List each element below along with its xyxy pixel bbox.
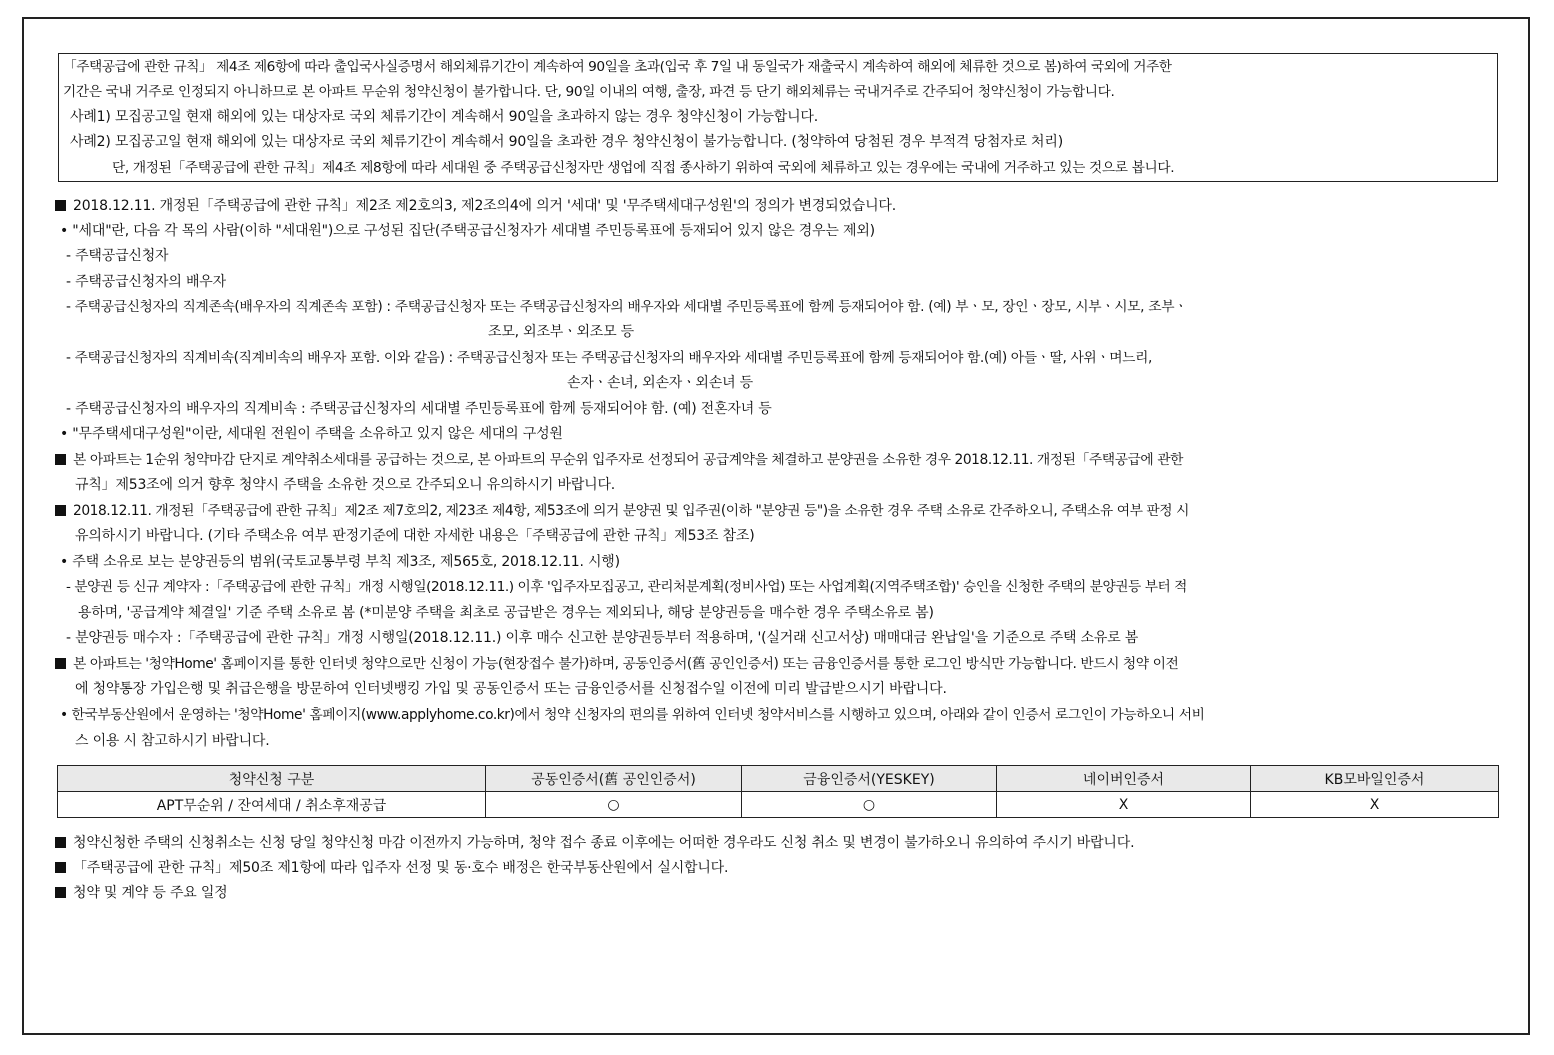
dash-item-continuation: 용하며, '공급계약 체결일' 기준 주택 소유로 봄 (*미분양 주택을 최초로 공급받은 경우는 제외되나, 해당 분양권등을 매수한 경우 주택소유로 봄): [78, 605, 934, 621]
notice-line: 단, 개정된「주택공급에 관한 규칙」제4조 제8항에 따라 세대원 중 주택공급신청자만 생업에 직접 종사하기 위하여 국외에 체류하고 있는 경우에는 국내에 거주하고 있는 것으로 봅니다.: [112, 160, 1175, 176]
section-text: 2018.12.11. 개정된「주택공급에 관한 규칙」제2조 제2호의3, 제2조의4에 의거 '세대' 및 '무주택세대구성원'의 정의가 변경되었습니다.: [73, 198, 896, 214]
bullet-item: • "세대"란, 다음 각 목의 사람(이하 "세대원")으로 구성된 집단(주택공급신청자가 세대별 주민등록표에 등재되어 있지 않은 경우는 제외): [60, 223, 875, 239]
dash-item-continuation: 손자ㆍ손녀, 외손자ㆍ외손녀 등: [567, 375, 753, 391]
dash-item: - 주택공급신청자의 배우자의 직계비속 : 주택공급신청자의 세대별 주민등록표에 함께 등재되어야 함. (예) 전혼자녀 등: [66, 401, 772, 417]
section-text: 2018.12.11. 개정된「주택공급에 관한 규칙」제2조 제7호의2, 제23조 제4항, 제53조에 의거 분양권 및 입주권(이하 "분양권 등")을 소유한 경우 주택 소유로 간주하오니, 주택소유 여부 판정 시: [73, 503, 1189, 519]
section-text: 본 아파트는 1순위 청약마감 단지로 계약취소세대를 공급하는 것으로, 본 아파트의 무순위 입주자로 선정되어 공급계약을 체결하고 분양권을 소유한 경우 2018.12.11. 개정된「주택공급에 관한: [73, 452, 1183, 468]
notice-line: 사례1) 모집공고일 현재 해외에 있는 대상자로 국외 체류기간이 계속해서 90일을 초과하지 않는 경우 청약신청이 가능합니다.: [70, 109, 819, 125]
section-text: 본 아파트는 '청약Home' 홈페이지를 통한 인터넷 청약으로만 신청이 가능(현장접수 불가)하며, 공동인증서(舊 공인인증서) 또는 금융인증서를 통한 로그인 방식만 가능합니다. 반드시 청약 이전: [73, 656, 1179, 672]
section-selection: [55, 859, 728, 877]
bullet-square-icon: [55, 887, 66, 898]
bullet-square-icon: [55, 658, 66, 669]
table-cell: X: [1251, 792, 1499, 818]
section-text: 청약 및 계약 등 주요 일정: [73, 885, 228, 901]
table-header-cell: 네이버인증서: [997, 766, 1251, 792]
bullet-item: • 한국부동산원에서 운영하는 '청약Home' 홈페이지(www.applyhome.co.kr)에서 청약 신청자의 편의를 위하여 인터넷 청약서비스를 시행하고 있으며, 아래와 같이 인증서 로그인이 가능하오니 서비: [60, 707, 1205, 723]
bullet-square-icon: [55, 862, 66, 873]
section-continuation: 규칙」제53조에 의거 향후 청약시 주택을 소유한 것으로 간주되오니 유의하시기 바랍니다.: [75, 477, 616, 493]
section-schedule: [55, 884, 228, 902]
section-cancellation: [55, 834, 1134, 852]
section-online-application: [55, 655, 1178, 673]
dash-item: - 주택공급신청자: [66, 248, 169, 264]
dash-item: - 주택공급신청자의 배우자: [66, 274, 226, 290]
section-continuation: 에 청약통장 가입은행 및 취급은행을 방문하여 인터넷뱅킹 가입 및 공동인증서 또는 금융인증서를 신청접수일 이전에 미리 발급받으시기 바랍니다.: [75, 681, 947, 697]
section-text: 청약신청한 주택의 신청취소는 신청 당일 청약신청 마감 이전까지 가능하며, 청약 접수 종료 이후에는 어떠한 경우라도 신청 취소 및 변경이 불가하오니 유의하여 주시기 바랍니다.: [73, 835, 1135, 851]
table-header-cell: 청약신청 구분: [58, 766, 486, 792]
table-header-row: [58, 766, 1499, 792]
bullet-item: • "무주택세대구성원"이란, 세대원 전원이 주택을 소유하고 있지 않은 세대의 구성원: [60, 426, 563, 442]
table-header-cell: KB모바일인증서: [1251, 766, 1499, 792]
bullet-square-icon: [55, 505, 66, 516]
dash-item: - 분양권등 매수자 :「주택공급에 관한 규칙」개정 시행일(2018.12.11.) 이후 매수 신고한 분양권등부터 적용하며, '(실거래 신고서상) 매매대금 완납일'을 기준으로 주택 소유로 봄: [66, 630, 1139, 646]
table-cell: ○: [742, 792, 997, 818]
dash-item-continuation: 조모, 외조부ㆍ외조모 등: [488, 324, 634, 340]
table-row: [58, 792, 1499, 818]
table-cell: ○: [486, 792, 742, 818]
section-continuation: 유의하시기 바랍니다. (기타 주택소유 여부 판정기준에 대한 자세한 내용은「주택공급에 관한 규칙」제53조 참조): [75, 528, 755, 544]
notice-line: 「주택공급에 관한 규칙」 제4조 제6항에 따라 출입국사실증명서 해외체류기간이 계속하여 90일을 초과(입국 후 7일 내 동일국가 재출국시 계속하여 해외에 체류한 것으로 봄)하여 국외에 거주한: [63, 59, 1172, 75]
section-first-priority: [55, 451, 1183, 469]
table-cell: APT무순위 / 잔여세대 / 취소후재공급: [58, 792, 486, 818]
dash-item: - 주택공급신청자의 직계존속(배우자의 직계존속 포함) : 주택공급신청자 또는 주택공급신청자의 배우자와 세대별 주민등록표에 함께 등재되어야 함. (예) 부ㆍ모, 장인ㆍ장모, 시부ㆍ시모, 조부ㆍ: [66, 299, 1188, 315]
section-household-definition: [55, 197, 896, 215]
certificate-table: [57, 765, 1499, 818]
bullet-item: • 주택 소유로 보는 분양권등의 범위(국토교통부령 부칙 제3조, 제565호, 2018.12.11. 시행): [60, 554, 620, 570]
notice-line: 사례2) 모집공고일 현재 해외에 있는 대상자로 국외 체류기간이 계속해서 90일을 초과한 경우 청약신청이 불가능합니다. (청약하여 당첨된 경우 부적격 당첨자로 처리): [70, 134, 1063, 150]
table-header-cell: 공동인증서(舊 공인인증서): [486, 766, 742, 792]
bullet-square-icon: [55, 837, 66, 848]
section-text: 「주택공급에 관한 규칙」제50조 제1항에 따라 입주자 선정 및 동·호수 배정은 한국부동산원에서 실시합니다.: [73, 860, 729, 876]
table-header-cell: 금융인증서(YESKEY): [742, 766, 997, 792]
dash-item: - 주택공급신청자의 직계비속(직계비속의 배우자 포함. 이와 같음) : 주택공급신청자 또는 주택공급신청자의 배우자와 세대별 주민등록표에 함께 등재되어야 함.(예) 아들ㆍ딸, 사위ㆍ며느리,: [66, 350, 1153, 366]
bullet-square-icon: [55, 200, 66, 211]
notice-line: 기간은 국내 거주로 인정되지 아니하므로 본 아파트 무순위 청약신청이 불가합니다. 단, 90일 이내의 여행, 출장, 파견 등 단기 해외체류는 국내거주로 간주되어 청약신청이 가능합니다.: [63, 84, 1115, 100]
section-presale-rights: [55, 502, 1189, 520]
table-cell: X: [997, 792, 1251, 818]
bullet-square-icon: [55, 454, 66, 465]
dash-item: - 분양권 등 신규 계약자 :「주택공급에 관한 규칙」개정 시행일(2018.12.11.) 이후 '입주자모집공고, 관리처분계획(정비사업) 또는 사업계획(지역주택조합)' 승인을 신청한 주택의 분양권등 부터 적: [66, 579, 1187, 595]
bullet-item-continuation: 스 이용 시 참고하시기 바랍니다.: [75, 733, 270, 749]
